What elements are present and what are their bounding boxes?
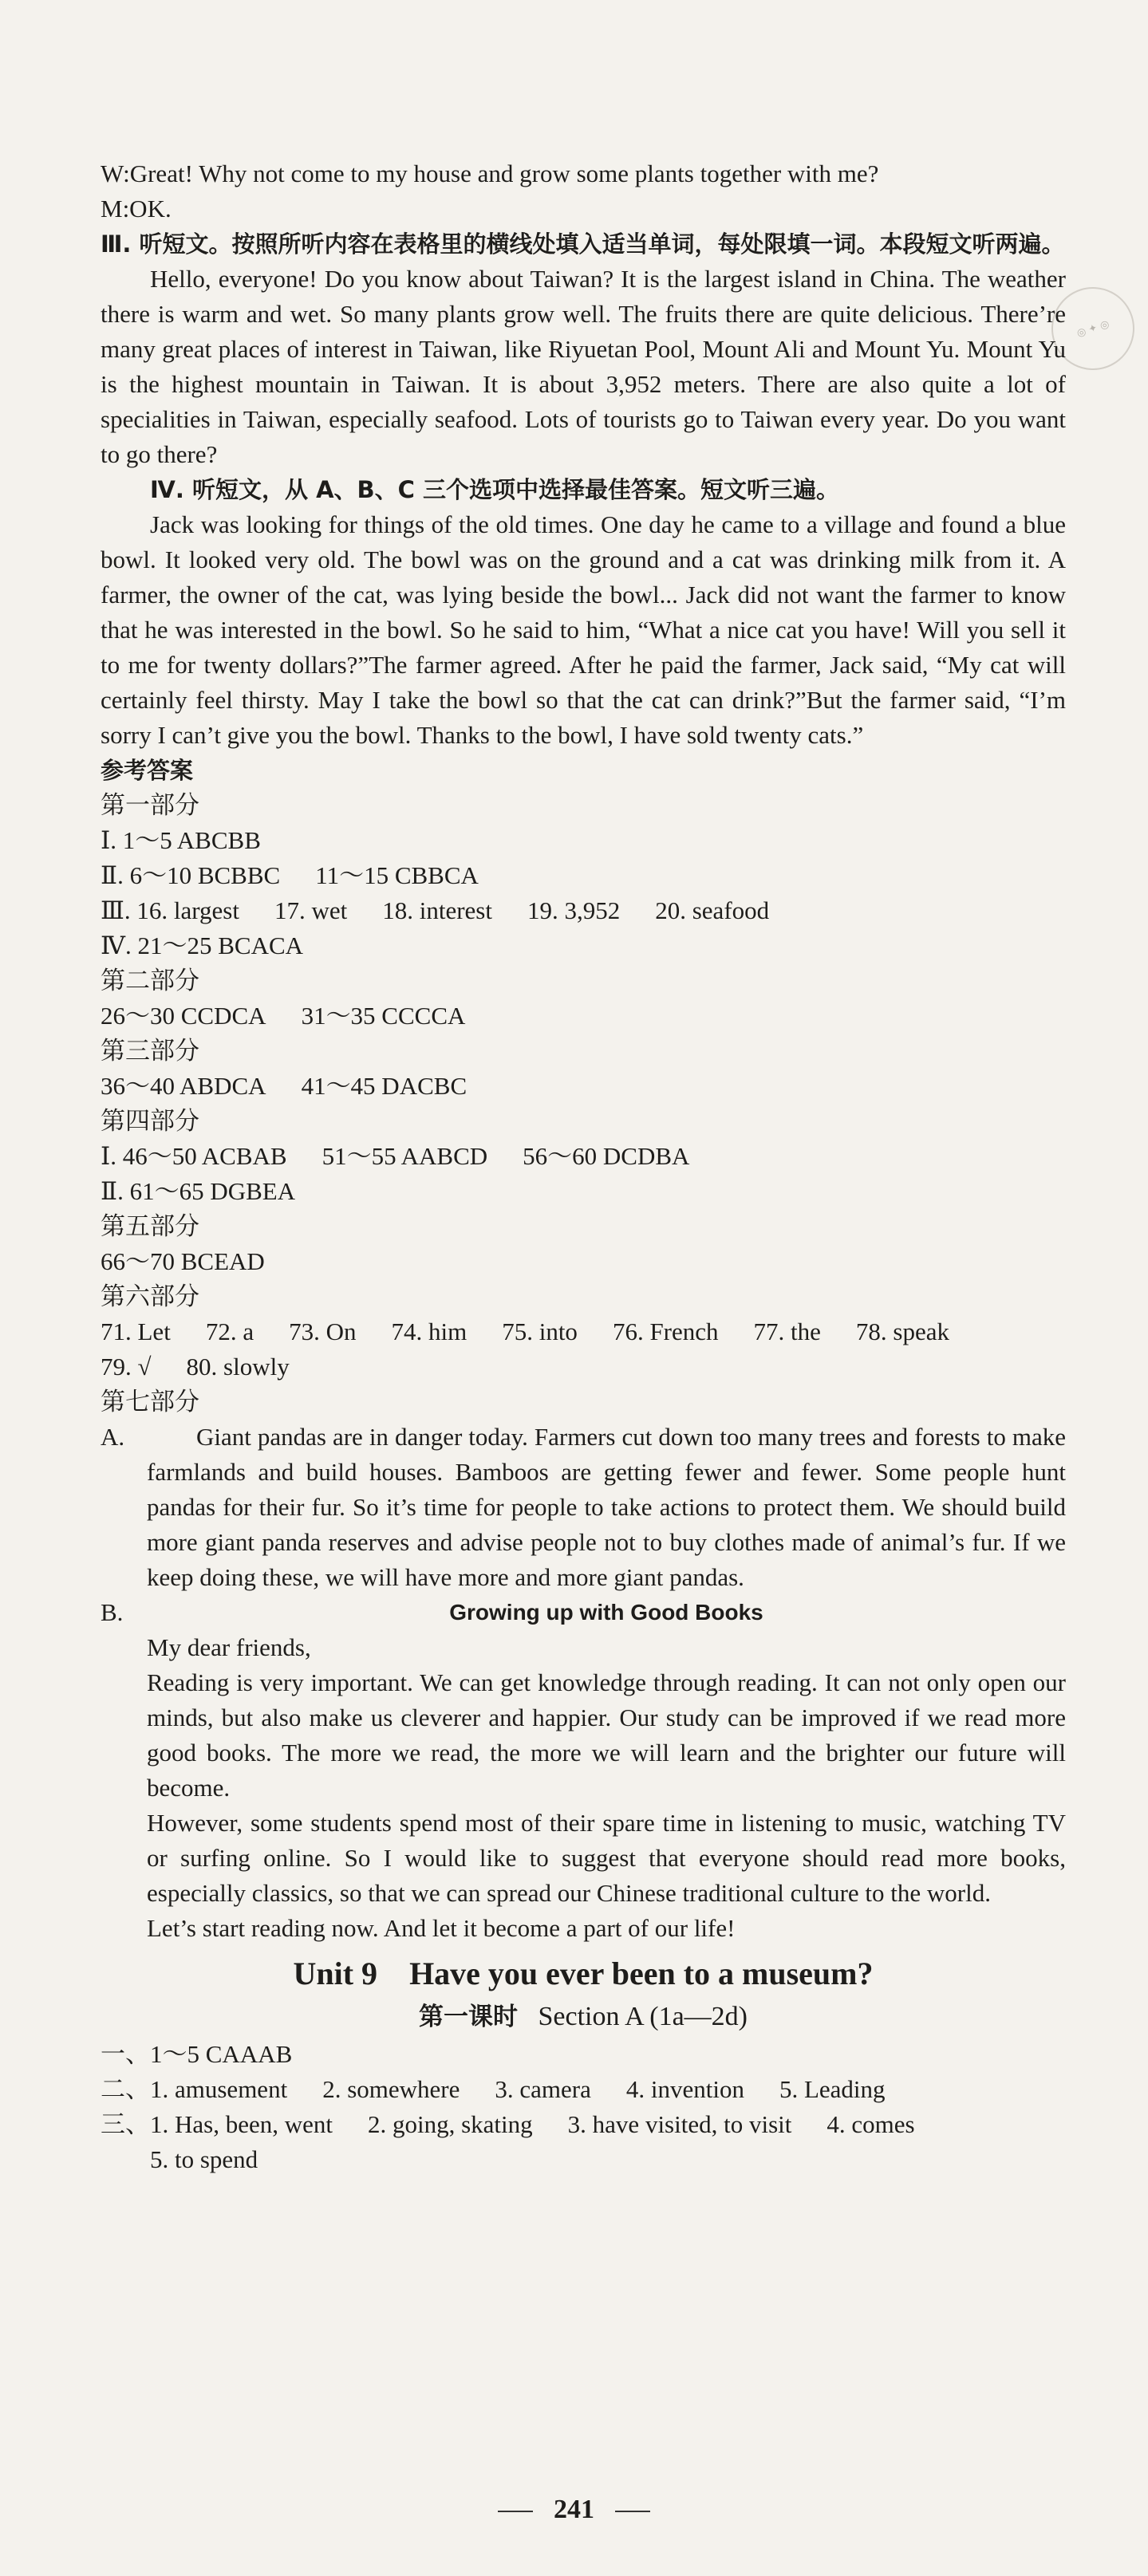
answer-item: 73. On [289, 1318, 357, 1345]
page-content [101, 156, 1066, 2177]
lesson-cn: 第一课时 [418, 2003, 518, 2031]
unit-title [101, 1951, 1066, 1997]
answer-item: 56～60 DCDBA [523, 1142, 690, 1170]
part2-row-1 [101, 998, 1066, 1034]
answer-item: 5. Leading [779, 2075, 886, 2103]
unit-name: Have you ever been to a museum? [409, 1956, 874, 1991]
answer-item: 17. wet [274, 896, 348, 924]
section3-instruction: Ⅲ. 听短文。按照所听内容在表格里的横线处填入适当单词，每处限填一词。本段短文听两遍。 [101, 230, 1065, 258]
part7-b-label: B. [101, 1598, 124, 1626]
footer-dash-right [615, 2511, 650, 2512]
answer-item: 71. Let [101, 1318, 171, 1345]
part7-title: 第七部分 [101, 1388, 199, 1416]
answer-item: 77. the [753, 1318, 821, 1345]
answer-item: 2. somewhere [322, 2075, 460, 2103]
part1-title: 第一部分 [101, 791, 199, 819]
answer-item: 3. have visited, to visit [567, 2110, 792, 2138]
answer-item: 51～55 AABCD [322, 1142, 488, 1170]
part7-b-body [147, 1595, 1066, 1946]
answer-item: 三、1. Has, been, went [101, 2110, 333, 2138]
dialogue-line-2: M:OK. [101, 195, 172, 223]
dialogue-line-1: W:Great! Why not come to my house and grow some plants together with me? [101, 160, 879, 187]
unit-number: Unit 9 [293, 1956, 378, 1991]
answer-item: 78. speak [855, 1318, 949, 1345]
answer-item: 20. seafood [655, 896, 770, 924]
unit-row-3 [101, 2107, 1066, 2142]
answer-item: 4. comes [826, 2110, 915, 2138]
answer-item: Ⅱ. 61～65 DGBEA [101, 1177, 296, 1205]
part4-title: 第四部分 [101, 1107, 199, 1135]
answer-item: 19. 3,952 [527, 896, 621, 924]
page-number: 241 [554, 2495, 594, 2524]
answer-item: 二、1. amusement [101, 2075, 288, 2103]
part7-a-text: Giant pandas are in danger today. Farmers cut down too many trees and forests to make farmlands and build houses. Bamboos are getting fewer and fewer. Some people hunt pandas for their fur. So it’s time for people to take actions to protect them. We should build more giant panda reserves and advise people not to buy clothes made of animal’s fur. If we keep doing these, we will have more and more giant pandas. [147, 1423, 1066, 1591]
answer-item: 11～15 CBBCA [315, 861, 479, 889]
part3-row-1 [101, 1069, 1066, 1104]
answer-item: Ⅰ. 46～50 ACBAB [101, 1142, 287, 1170]
answer-item: 一、1～5 CAAAB [101, 2040, 293, 2068]
section4-passage: Jack was looking for things of the old times. One day he came to a village and found a blue bowl. It looked very old. The bowl was on the ground and a cat was drinking milk from it. A farmer, the owner of the cat, was lying beside the bowl... Jack did not want the farmer to know that he was interested in the bowl. So he said to him, “What a nice cat you have! Will you sell it to me for twenty dollars?”The farmer agreed. After he paid the farmer, Jack said, “My cat will certainly feel thirsty. May I take the bowl so that the cat can drink?”But the farmer said, “I’m sorry I can’t give you the bowl. Thanks to the bowl, I have sold twenty cats.” [101, 510, 1066, 749]
answer-item: Ⅳ. 21～25 BCACA [101, 932, 304, 959]
part1-row-1 [101, 823, 1066, 858]
part6-row-2 [101, 1349, 1066, 1385]
part3-title: 第三部分 [101, 1037, 199, 1065]
answer-item: 36～40 ABDCA [101, 1072, 266, 1100]
watermark-stamp: ◎ ✦ ◎ [1040, 276, 1145, 380]
answer-item: 72. a [205, 1318, 254, 1345]
section3-passage: Hello, everyone! Do you know about Taiwan? It is the largest island in China. The weather there is warm and wet. So many plants grow well. The fruits there are quite delicious. There’re many great places of interest in Taiwan, like Riyuetan Pool, Mount Ali and Mount Yu. Mount Yu is the highest mountain in Taiwan. It is about 3,952 meters. There are also quite a lot of specialities in Taiwan, especially seafood. Lots of tourists go to Taiwan every year. Do you want to go there? [101, 265, 1066, 468]
unit-row-1 [101, 2037, 1066, 2072]
answer-item: 66～70 BCEAD [101, 1247, 265, 1275]
part4-row-2 [101, 1174, 1066, 1209]
answer-item: 80. slowly [186, 1353, 290, 1381]
answer-item: 18. interest [382, 896, 492, 924]
part7-b-block [101, 1595, 1066, 1946]
answer-item: 76. French [612, 1318, 719, 1345]
answer-item: 2. going, skating [368, 2110, 533, 2138]
lesson-en: Section A (1a—2d) [538, 2002, 748, 2031]
answer-item: Ⅲ. 16. largest [101, 896, 239, 924]
part7-a-label: A. [101, 1423, 125, 1451]
answer-item: 75. into [502, 1318, 578, 1345]
part7-a-block [101, 1420, 1066, 1595]
unit-row-2 [101, 2072, 1066, 2107]
part1-row-3 [101, 893, 1066, 928]
section4-instruction: Ⅳ. 听短文，从 A、B、C 三个选项中选择最佳答案。短文听三遍。 [150, 476, 839, 503]
answer-item: Ⅰ. 1～5 ABCBB [101, 826, 261, 854]
footer-dash-left [498, 2511, 533, 2512]
unit-row-4 [101, 2142, 1066, 2177]
answer-item: 4. invention [625, 2075, 744, 2103]
part7-b-paragraph-2: However, some students spend most of their spare time in listening to music, watching TV or surfing online. So I would like to suggest that everyone should read more books, especially classics, so that we can spread our Chinese traditional culture to the world. [147, 1809, 1066, 1907]
part7-b-paragraph-3: Let’s start reading now. And let it become a part of our life! [147, 1914, 736, 1942]
answer-item: 74. him [391, 1318, 467, 1345]
part7-b-greeting: My dear friends, [147, 1633, 311, 1661]
part7-b-title: Growing up with Good Books [449, 1600, 763, 1625]
answer-item: 79. √ [101, 1353, 152, 1381]
part6-title: 第六部分 [101, 1282, 199, 1310]
part2-title: 第二部分 [101, 967, 199, 995]
answer-item: 26～30 CCDCA [101, 1002, 266, 1030]
answer-item: Ⅱ. 6～10 BCBBC [101, 861, 281, 889]
part1-row-2 [101, 858, 1066, 893]
part5-title: 第五部分 [101, 1212, 199, 1240]
answer-item: 5. to spend [150, 2145, 258, 2173]
answer-item: 31～35 CCCCA [301, 1002, 466, 1030]
answers-heading: 参考答案 [101, 757, 194, 784]
part5-row-1 [101, 1244, 1066, 1279]
part6-row-1 [101, 1314, 1066, 1349]
answer-item: 3. camera [495, 2075, 591, 2103]
lesson-title [101, 1997, 1066, 2037]
part1-row-4 [101, 928, 1066, 963]
part4-row-1 [101, 1139, 1066, 1174]
page-number-footer [0, 2495, 1148, 2525]
answer-item: 41～45 DACBC [301, 1072, 467, 1100]
part7-b-paragraph-1: Reading is very important. We can get knowledge through reading. It can not only open our minds, but also make us cleverer and happier. Our study can be improved if we read more good books. The more we read, the more we will learn and the brighter our future will become. [147, 1668, 1066, 1802]
